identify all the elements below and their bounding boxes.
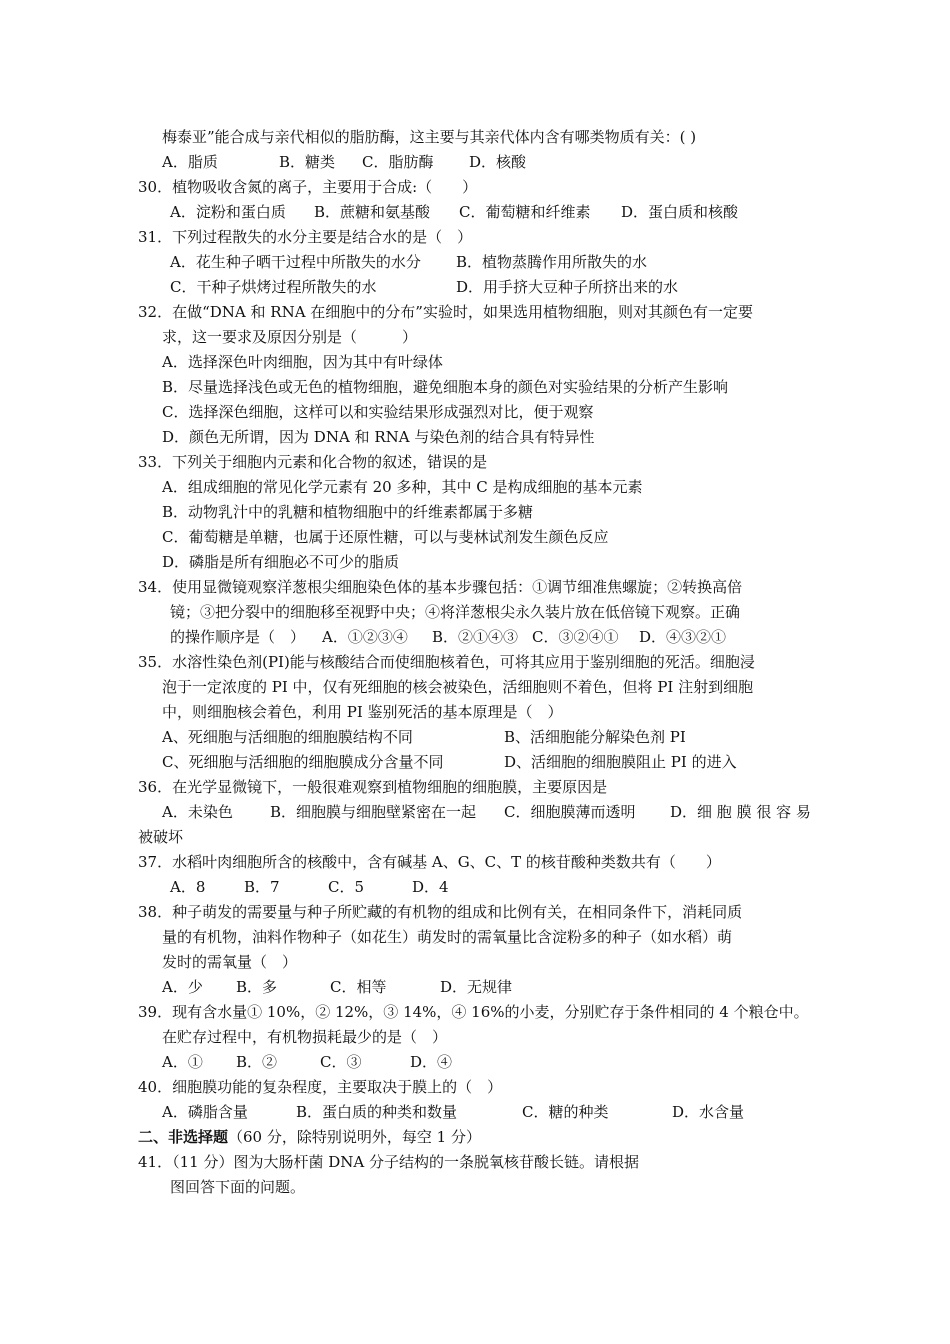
q37-option-b: B．7	[244, 878, 280, 896]
q31-option-c: C．干种子烘烤过程所散失的水	[170, 278, 377, 296]
q40-stem: 40．细胞膜功能的复杂程度，主要取决于膜上的（ ）	[138, 1078, 503, 1096]
q34-option-b: B．②①④③	[432, 628, 519, 646]
q29-option-b: B．糖类	[279, 153, 336, 171]
q39-stem-line1: 39．现有含水量① 10%，② 12%，③ 14%，④ 16%的小麦，分别贮存于条件相同的 4 个粮仓中。	[138, 1003, 809, 1021]
q29-option-c: C．脂肪酶	[362, 153, 434, 171]
q32-option-c: C．选择深色细胞，这样可以和实验结果形成强烈对比，便于观察	[162, 403, 594, 421]
q39-option-d: D．④	[410, 1053, 453, 1071]
q36-option-d: D．细 胞 膜 很 容 易	[670, 803, 811, 821]
q41-stem-line1: 41．（11 分）图为大肠杆菌 DNA 分子结构的一条脱氧核苷酸长链。请根据	[138, 1153, 639, 1171]
q35-options-row2	[162, 751, 737, 773]
q36-option-d-wrap: 被破坏	[138, 828, 184, 846]
section-2-title: 二、非选择题	[138, 1128, 229, 1146]
q32-option-d: D．颜色无所谓，因为 DNA 和 RNA 与染色剂的结合具有特异性	[162, 428, 595, 446]
q33-stem: 33．下列关于细胞内元素和化合物的叙述，错误的是	[138, 453, 488, 471]
q38-stem-line3: 发时的需氧量（ ）	[162, 953, 298, 971]
q35-stem-line3: 中，则细胞核会着色，利用 PI 鉴别死活的基本原理是（ ）	[162, 703, 563, 721]
q39-options	[162, 1051, 452, 1073]
q39-option-b: B．②	[236, 1053, 278, 1071]
q36-options	[162, 801, 811, 823]
q37-stem: 37．水稻叶肉细胞所含的核酸中，含有碱基 A、G、C、T 的核苷酸种类数共有（ ）	[138, 853, 721, 871]
q30-option-b: B．蔗糖和氨基酸	[314, 203, 431, 221]
q37-option-a: A．8	[170, 878, 206, 896]
q37-option-d: D．4	[412, 878, 449, 896]
q40-option-b: B．蛋白质的种类和数量	[296, 1103, 458, 1121]
q30-option-d: D．蛋白质和核酸	[621, 203, 739, 221]
q37-options	[170, 876, 449, 898]
q31-options-row1	[170, 251, 647, 273]
q32-stem-line2: 求，这一要求及原因分别是（ ）	[162, 328, 418, 346]
q33-option-b: B．动物乳汁中的乳糖和植物细胞中的纤维素都属于多糖	[162, 503, 534, 521]
q34-stem-line3-with-options	[170, 626, 726, 648]
q40-option-a: A．磷脂含量	[162, 1103, 248, 1121]
q38-options	[162, 976, 512, 998]
q32-stem-line1: 32．在做“DNA 和 RNA 在细胞中的分布”实验时，如果选用植物细胞，则对其颜色有一定要	[138, 303, 753, 321]
q41-stem-line2: 图回答下面的问题。	[170, 1178, 306, 1196]
q32-option-b: B．尽量选择浅色或无色的植物细胞，避免细胞本身的颜色对实验结果的分析产生影响	[162, 378, 729, 396]
q35-options-row1	[162, 726, 686, 748]
q34-option-d: D．④③②①	[639, 628, 727, 646]
q36-option-c: C．细胞膜薄而透明	[504, 803, 636, 821]
q38-option-a: A．少	[162, 978, 203, 996]
q35-option-b: B、活细胞能分解染色剂 PI	[504, 728, 686, 746]
q31-option-d: D．用手挤大豆种子所挤出来的水	[456, 278, 679, 296]
q34-stem-line2: 镜；③把分裂中的细胞移至视野中央；④将洋葱根尖永久装片放在低倍镜下观察。正确	[170, 603, 741, 621]
q39-option-c: C．③	[320, 1053, 362, 1071]
q38-option-c: C．相等	[330, 978, 387, 996]
q29-option-d: D．核酸	[469, 153, 527, 171]
q38-option-d: D．无规律	[440, 978, 513, 996]
q37-option-c: C．5	[328, 878, 365, 896]
q35-stem-line2: 泡于一定浓度的 PI 中，仅有死细胞的核会被染色，活细胞则不着色，但将 PI 注射到细胞	[162, 678, 754, 696]
q30-option-c: C．葡萄糖和纤维素	[459, 203, 591, 221]
q35-option-c: C、死细胞与活细胞的细胞膜成分含量不同	[162, 753, 444, 771]
q30-stem: 30．植物吸收含氮的离子，主要用于合成:（ ）	[138, 178, 478, 196]
q30-options	[170, 201, 738, 223]
q34-option-a: A．①②③④	[322, 628, 408, 646]
q34-stem-line3: 的操作顺序是（ ）	[170, 628, 306, 646]
q33-option-c: C．葡萄糖是单糖，也属于还原性糖，可以与斐林试剂发生颜色反应	[162, 528, 609, 546]
q31-option-b: B．植物蒸腾作用所散失的水	[456, 253, 648, 271]
q31-stem: 31．下列过程散失的水分主要是结合水的是（ ）	[138, 228, 473, 246]
q30-option-a: A．淀粉和蛋白质	[170, 203, 286, 221]
q40-options	[162, 1101, 744, 1123]
q36-option-a: A．未染色	[162, 803, 233, 821]
section-2-heading	[138, 1126, 481, 1148]
q29-options	[162, 151, 526, 173]
q29-stem-continuation: 梅泰亚”能合成与亲代相似的脂肪酶，这主要与其亲代体内含有哪类物质有关：( )	[162, 128, 697, 146]
q39-stem-line2: 在贮存过程中，有机物损耗最少的是（ ）	[162, 1028, 448, 1046]
section-2-note: （60 分，除特别说明外，每空 1 分）	[228, 1128, 481, 1146]
q33-option-a: A．组成细胞的常见化学元素有 20 多种，其中 C 是构成细胞的基本元素	[162, 478, 643, 496]
q40-option-c: C．糖的种类	[522, 1103, 609, 1121]
q40-option-d: D．水含量	[672, 1103, 745, 1121]
q38-stem-line2: 量的有机物，油料作物种子（如花生）萌发时的需氧量比含淀粉多的种子（如水稻）萌	[162, 928, 733, 946]
q31-option-a: A．花生种子晒干过程中所散失的水分	[170, 253, 421, 271]
q31-options-row2	[170, 276, 678, 298]
q35-option-d: D、活细胞的细胞膜阻止 PI 的进入	[504, 753, 737, 771]
q38-option-b: B．多	[236, 978, 278, 996]
q39-option-a: A．①	[162, 1053, 203, 1071]
q35-option-a: A、死细胞与活细胞的细胞膜结构不同	[162, 728, 413, 746]
q36-stem: 36．在光学显微镜下，一般很难观察到植物细胞的细胞膜，主要原因是	[138, 778, 608, 796]
q38-stem-line1: 38．种子萌发的需要量与种子所贮藏的有机物的组成和比例有关，在相同条件下，消耗同质	[138, 903, 743, 921]
q34-option-c: C．③②④①	[532, 628, 619, 646]
q35-stem-line1: 35．水溶性染色剂(PI)能与核酸结合而使细胞核着色，可将其应用于鉴别细胞的死活。细胞浸	[138, 653, 755, 671]
q33-option-d: D．磷脂是所有细胞必不可少的脂质	[162, 553, 400, 571]
q29-option-a: A．脂质	[162, 153, 218, 171]
q34-stem-line1: 34．使用显微镜观察洋葱根尖细胞染色体的基本步骤包括：①调节细准焦螺旋；②转换高倍	[138, 578, 743, 596]
q32-option-a: A．选择深色叶肉细胞，因为其中有叶绿体	[162, 353, 443, 371]
q36-option-b: B．细胞膜与细胞壁紧密在一起	[270, 803, 477, 821]
